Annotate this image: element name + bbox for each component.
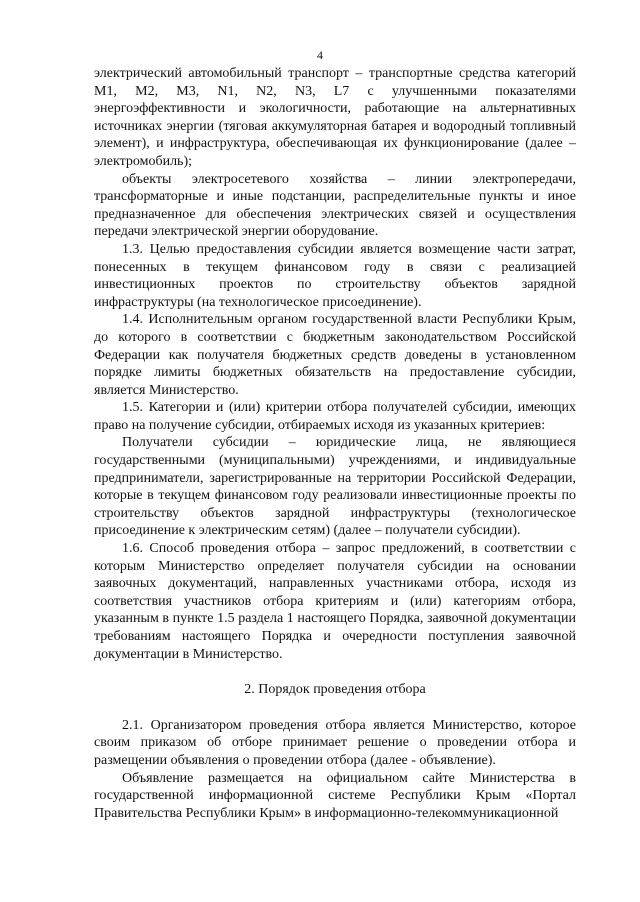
paragraph-1-6: 1.6. Способ проведения отбора – запрос предложений, в соответствии с которым Министерство определяет получателя субсидии на основании заявочных документаций, направленных участниками отбора, исходя из соответствия участников отбора критериям и (или) категориям отбора, указанным в пункте 1.5 раздела 1 настоящего Порядка, заявочной документации требованиям настоящего Порядка и очередности поступления заявочной документации в Министерство.	[94, 541, 576, 662]
paragraph-grid-facilities: объекты электросетевого хозяйства – линии электропередачи, трансформаторные и иные подстанции, распределительные пункты и иное предназначенное для обеспечения электрических связей и осуществления передачи электрической энергии оборудование.	[94, 171, 576, 240]
paragraph-recipients: Получатели субсидии – юридические лица, не являющиеся государственными (муниципальными) учреждениями, и индивидуальные предприниматели, зарегистрированные на территории Российской Федерации, которые в текущем финансовом году реализовали инвестиционные проекты по строительству объектов зарядной инфраструктуры (технологическое присоединение к электрическим сетям) (далее – получатели субсидии).	[94, 435, 576, 539]
paragraph-1-3: 1.3. Целью предоставления субсидии является возмещение части затрат, понесенных в текущем финансовом году в связи с реализацией инвестиционных проектов по строительству объектов зарядной инфраструктуры (на технологическое присоединение).	[94, 241, 576, 310]
paragraph-1-5: 1.5. Категории и (или) критерии отбора получателей субсидии, имеющих право на получение субсидии, отбираемых исходя из указанных критериев:	[94, 400, 576, 433]
paragraph-2-1: 2.1. Организатором проведения отбора является Министерство, которое своим приказом об отборе принимает решение о проведении отбора и размещении объявления о проведении отбора (далее - объявление).	[94, 717, 576, 768]
paragraph-electric-transport: электрический автомобильный транспорт – транспортные средства категорий M1, M2, M3, N1, N2, N3, L7 с улучшенными показателями энергоэффективности и экологичности, работающие на альтернативных источниках энергии (тяговая аккумуляторная батарея и водородный топливный элемент), и инфраструктура, обеспечивающая их функционирование (далее – электромобиль);	[94, 66, 576, 169]
document-body	[94, 65, 576, 822]
page-number: 4	[317, 48, 323, 62]
paragraph-1-4: 1.4. Исполнительным органом государственной власти Республики Крым, до которого в соответствии с бюджетным законодательством Российской Федерации как получателя бюджетных средств доведены в установленном порядке лимиты бюджетных обязательств на предоставление субсидии, является Министерство.	[94, 312, 576, 398]
paragraph-announcement: Объявление размещается на официальном сайте Министерства в государственной информационной системе Республики Крым «Портал Правительства Республики Крым» в информационно-телекоммуникационной	[94, 770, 576, 821]
section-heading: 2. Порядок проведения отбора	[244, 682, 426, 698]
